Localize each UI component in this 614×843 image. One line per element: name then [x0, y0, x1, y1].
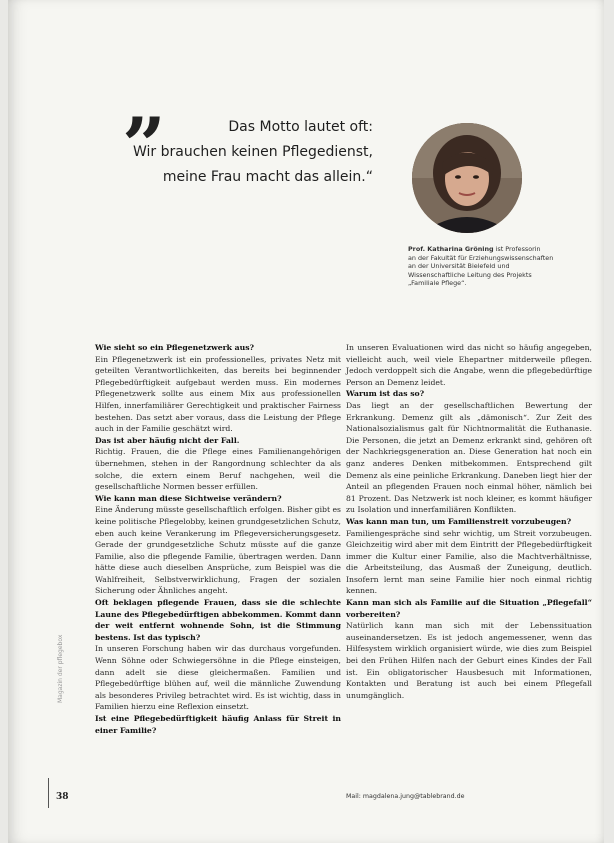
article-column-right — [346, 342, 592, 701]
caption-name: Prof. Katharina Gröning — [408, 245, 494, 253]
pull-quote-line: meine Frau macht das allein.“ — [162, 169, 373, 185]
interview-question: Ist eine Pflegebedürftigkeit häufig Anlass für Streit in einer Familie? — [95, 714, 341, 735]
magazine-side-label — [57, 603, 64, 703]
interview-question: Was kann man tun, um Familienstreit vorzubeugen? — [346, 516, 572, 526]
interview-question: Wie kann man diese Sichtweise verändern? — [95, 493, 282, 503]
interview-answer: Eine Änderung müsste gesellschaftlich erfolgen. Bisher gibt es keine politische Pflegelobby, keinen grundgesetzlichen Schutz, eben auch keine Verankerung im Pflegeversicherungsgesetz. Gerade der grundgesetzliche Schutz müsste auf die ganze Familie, also die pflegende Familie, übertragen werden. Dann hätte diese auch dieselben Ansprüche, zum Beispiel was die Wahlfreiheit, Selbstverwirklichung, Fragen der sozialen Sicherung oder Ähnliches angeht. — [95, 505, 341, 596]
interview-question: Oft beklagen pflegende Frauen, dass sie die schlechte Laune des Pflegebedürftigen abbekommen. Kommt dann der weit entfernt wohnende Sohn, ist die Stimmung bestens. Ist das typisch? — [95, 598, 341, 642]
interview-answer: Richtig. Frauen, die die Pflege eines Familienangehörigen übernehmen, stehen in der Rangordnung schlechter da als solche, die extern einem Beruf nachgehen, weil die gesellschaftliche Normen besser erfüllen. — [95, 447, 341, 492]
interview-answer: In unseren Forschung haben wir das durchaus vorgefunden. Wenn Söhne oder Schwiegersöhne in die Pflege einsteigen, dann adelt sie diese gleichermaßen. Familien und Pflegebedürftige blühen auf, weil die männliche Zuwendung als besonderes Privileg betrachtet wird. Es ist wichtig, dass in Familien hierzu eine Reflexion einsetzt. — [95, 644, 341, 712]
caption-line: Wissenschaftliche Leitung des Projekts — [408, 270, 532, 279]
footer-rule — [48, 778, 49, 808]
quote-mark: ” — [122, 101, 166, 190]
interview-answer: Ein Pflegenetzwerk ist ein professionelles, privates Netz mit geteilten Verantwortlichkeiten, das bereits bei beginnender Pflegebedürftigkeit aufgebaut werden muss. Ein modernes Pflegenetzwerk sollte aus einem Mix aus professionellen Hilfen, innerfamiliärer Gerechtigkeit und praktischer Fairness bestehen. Das setzt aber voraus, dass die Leistung der Pflege auch in der Familie geschätzt wird. — [95, 354, 341, 434]
interview-answer: Familiengespräche sind sehr wichtig, um Streit vorzubeugen. Gleichzeitig wird aber mit dem Eintritt der Pflegebedürftigkeit immer die Kultur einer Familie, also die Machtverhältnisse, die Arbeitsteilung, das Ausmaß der Zuneigung, deutlich. Insofern lernt man seine Familie hier noch einmal richtig kennen. — [346, 528, 592, 596]
pull-quote-line: Wir brauchen keinen Pflegedienst, — [132, 144, 373, 160]
caption-line: an der Universität Bielefeld und — [408, 262, 510, 271]
pull-quote — [93, 115, 373, 190]
interview-answer: Natürlich kann man sich mit der Lebenssituation auseinandersetzen. Es ist jedoch angemessener, wenn das Hilfesystem wirklich organisiert würde, wie dies zum Beispiel bei den Frühen Hilfen nach der Geburt eines Kindes der Fall ist. Ein obligatorischer Hausbesuch mit Informationen, Kontakten und Beratung ist auch bei einem Pflegefall unumgänglich. — [346, 621, 592, 700]
side-label-text: Magazin der pflegebox — [57, 634, 64, 703]
caption-line: „Familiale Pflege“. — [408, 279, 467, 288]
portrait-caption — [408, 245, 578, 288]
pull-quote-line: Das Motto lautet oft: — [228, 119, 373, 135]
portrait-illustration — [412, 123, 522, 233]
page-number: 38 — [56, 792, 69, 802]
interview-answer: In unseren Evaluationen wird das nicht so häufig angegeben, vielleicht auch, weil viele Ehepartner mitderweile pflegen. Jedoch verdoppelt sich die Angabe, wenn die pflegebedürftige Person an Demenz leidet. — [346, 343, 592, 387]
interview-question: Das ist aber häufig nicht der Fall. — [95, 435, 240, 445]
interview-answer: Das liegt an der gesellschaftlichen Bewertung der Erkrankung. Demenz gilt als „dämonisch“. Zur Zeit des Nationalsozialismus galt für Nichtnormalität die Euthanasie. Die Personen, die jetzt an Demenz erkrankt sind, gehören oft der Nachkriegsgeneration an. Diese Generation hat noch ein ganz anderes Denken mitbekommen. Entsprechend gilt Demenz als eine peinliche Erkrankung. Daneben liegt hier der Anteil an pflegenden Frauen noch einmal höher, nämlich bei 81 Prozent. Das Netzwerk ist noch kleiner, es kommt häufiger zu Isolation und innerfamiliären Konflikten. — [346, 400, 592, 515]
article-column-left — [95, 342, 341, 736]
portrait-photo — [412, 123, 522, 233]
caption-line: an der Fakultät für Erziehungswissenschaften — [408, 253, 554, 262]
author-email: Mail: magdalena.jung@tablebrand.de — [346, 793, 465, 800]
interview-question: Kann man sich als Familie auf die Situation „Pflegefall“ vorbereiten? — [346, 598, 592, 619]
magazine-page — [8, 0, 604, 843]
caption-line: ist Professorin — [493, 245, 541, 253]
interview-question: Wie sieht so ein Pflegenetzwerk aus? — [95, 343, 255, 352]
interview-question: Warum ist das so? — [346, 389, 425, 399]
